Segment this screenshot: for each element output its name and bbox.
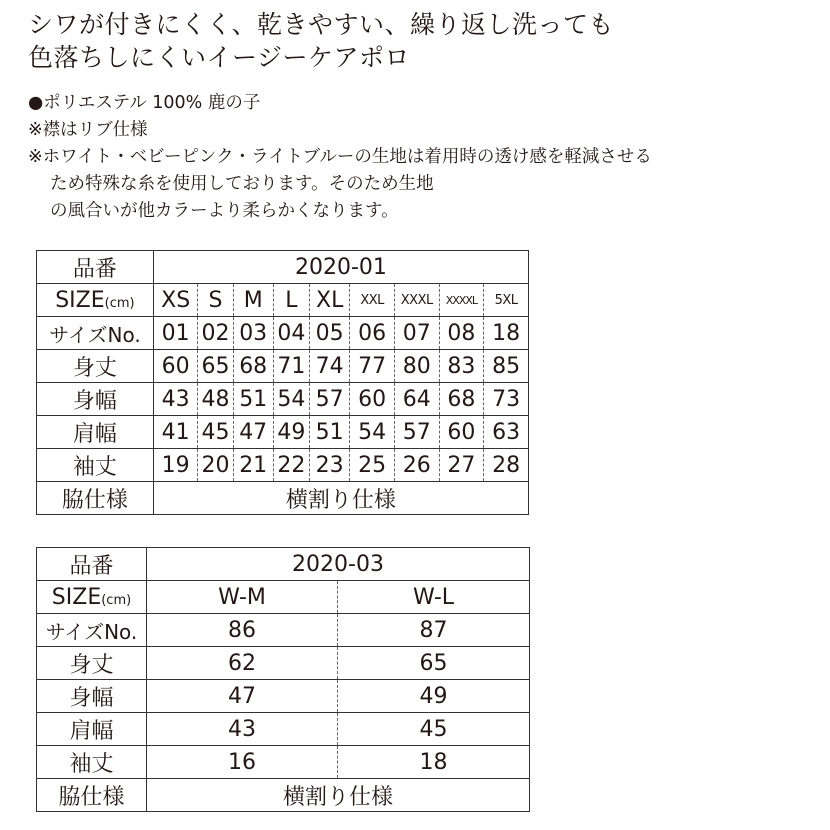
- size-cell: M: [233, 284, 273, 317]
- measurement-cell: 54: [350, 416, 395, 449]
- table-row: [37, 779, 530, 812]
- measurement-cell: 43: [147, 713, 338, 746]
- measurement-cell: 60: [439, 416, 484, 449]
- measurement-cell: 65: [338, 647, 530, 680]
- table-row: [37, 614, 530, 647]
- size-cell: W-M: [147, 581, 338, 614]
- row-label: 身丈: [37, 647, 147, 680]
- side-seam-label: 脇仕様: [37, 779, 147, 812]
- measurement-cell: 26: [394, 449, 439, 482]
- measurement-cell: 68: [439, 383, 484, 416]
- note-material: ●ポリエステル 100% 鹿の子: [28, 93, 261, 113]
- row-label: 袖丈: [37, 746, 147, 779]
- size-cell: 5XL: [484, 284, 529, 317]
- size-label: SIZE(cm): [37, 581, 147, 614]
- measurement-cell: 57: [309, 383, 349, 416]
- table-row: [37, 482, 529, 515]
- size-number-cell: 08: [439, 317, 484, 350]
- table-row: [37, 680, 530, 713]
- measurement-cell: 51: [233, 383, 273, 416]
- size-number-cell: 04: [273, 317, 309, 350]
- measurement-cell: 62: [147, 647, 338, 680]
- size-label: SIZE(cm): [37, 284, 154, 317]
- size-number-label: サイズNo.: [37, 317, 154, 350]
- product-notes: [28, 90, 652, 225]
- table-row: [37, 713, 530, 746]
- size-table-2020-03: [36, 547, 530, 812]
- size-number-cell: 03: [233, 317, 273, 350]
- measurement-cell: 49: [273, 416, 309, 449]
- measurement-cell: 41: [153, 416, 198, 449]
- measurement-cell: 71: [273, 350, 309, 383]
- side-seam-value: 横割り仕様: [147, 779, 530, 812]
- table-row: [37, 383, 529, 416]
- measurement-cell: 57: [394, 416, 439, 449]
- measurement-cell: 18: [338, 746, 530, 779]
- row-label: 身丈: [37, 350, 154, 383]
- size-number-cell: 02: [198, 317, 233, 350]
- product-number-label: 品番: [37, 548, 147, 581]
- table-row: [37, 647, 530, 680]
- measurement-cell: 16: [147, 746, 338, 779]
- measurement-cell: 25: [350, 449, 395, 482]
- measurement-cell: 48: [198, 383, 233, 416]
- row-label: 身幅: [37, 383, 154, 416]
- headline: [28, 8, 614, 74]
- note-color-fabric-cont-2: の風合いが他カラーより柔らかくなります。: [50, 201, 399, 221]
- measurement-cell: 64: [394, 383, 439, 416]
- size-number-label: サイズNo.: [37, 614, 147, 647]
- note-color-fabric: ※ホワイト・ベビーピンク・ライトブルーの生地は着用時の透け感を軽減させる: [28, 147, 652, 167]
- size-cell: XXL: [350, 284, 395, 317]
- measurement-cell: 74: [309, 350, 349, 383]
- measurement-cell: 80: [394, 350, 439, 383]
- size-number-cell: 01: [153, 317, 198, 350]
- size-cell: S: [198, 284, 233, 317]
- table-row: [37, 251, 529, 284]
- measurement-cell: 68: [233, 350, 273, 383]
- size-cell: W-L: [338, 581, 530, 614]
- headline-line-1: シワが付きにくく、乾きやすい、繰り返し洗っても: [28, 10, 615, 39]
- product-code: 2020-03: [147, 548, 530, 581]
- measurement-cell: 27: [439, 449, 484, 482]
- measurement-cell: 23: [309, 449, 349, 482]
- table-row: [37, 548, 530, 581]
- row-label: 肩幅: [37, 713, 147, 746]
- side-seam-label: 脇仕様: [37, 482, 154, 515]
- table-row: [37, 317, 529, 350]
- table-row: [37, 449, 529, 482]
- measurement-cell: 47: [233, 416, 273, 449]
- measurement-cell: 21: [233, 449, 273, 482]
- table-row: [37, 350, 529, 383]
- size-cell: XXXXL: [439, 284, 484, 317]
- side-seam-value: 横割り仕様: [153, 482, 528, 515]
- row-label: 肩幅: [37, 416, 154, 449]
- size-cell: XXXL: [394, 284, 439, 317]
- size-cell: XS: [153, 284, 198, 317]
- measurement-cell: 49: [338, 680, 530, 713]
- size-number-cell: 05: [309, 317, 349, 350]
- measurement-cell: 65: [198, 350, 233, 383]
- measurement-cell: 54: [273, 383, 309, 416]
- measurement-cell: 45: [338, 713, 530, 746]
- measurement-cell: 43: [153, 383, 198, 416]
- measurement-cell: 63: [484, 416, 529, 449]
- measurement-cell: 73: [484, 383, 529, 416]
- measurement-cell: 19: [153, 449, 198, 482]
- table-row: [37, 746, 530, 779]
- row-label: 袖丈: [37, 449, 154, 482]
- measurement-cell: 51: [309, 416, 349, 449]
- measurement-cell: 60: [153, 350, 198, 383]
- size-table-2020-01: [36, 250, 529, 515]
- measurement-cell: 83: [439, 350, 484, 383]
- note-color-fabric-cont-1: ため特殊な糸を使用しております。そのため生地: [50, 174, 434, 194]
- measurement-cell: 60: [350, 383, 395, 416]
- headline-line-2: 色落ちしにくいイージーケアポロ: [28, 43, 411, 72]
- table-row: [37, 581, 530, 614]
- product-code: 2020-01: [153, 251, 528, 284]
- size-cell: L: [273, 284, 309, 317]
- measurement-cell: 45: [198, 416, 233, 449]
- size-number-cell: 87: [338, 614, 530, 647]
- measurement-cell: 47: [147, 680, 338, 713]
- measurement-cell: 20: [198, 449, 233, 482]
- table-row: [37, 416, 529, 449]
- size-number-cell: 07: [394, 317, 439, 350]
- product-number-label: 品番: [37, 251, 154, 284]
- measurement-cell: 22: [273, 449, 309, 482]
- measurement-cell: 85: [484, 350, 529, 383]
- size-cell: XL: [309, 284, 349, 317]
- size-number-cell: 86: [147, 614, 338, 647]
- table-row: [37, 284, 529, 317]
- note-collar: ※襟はリブ仕様: [28, 120, 148, 140]
- size-number-cell: 18: [484, 317, 529, 350]
- row-label: 身幅: [37, 680, 147, 713]
- size-number-cell: 06: [350, 317, 395, 350]
- measurement-cell: 28: [484, 449, 529, 482]
- measurement-cell: 77: [350, 350, 395, 383]
